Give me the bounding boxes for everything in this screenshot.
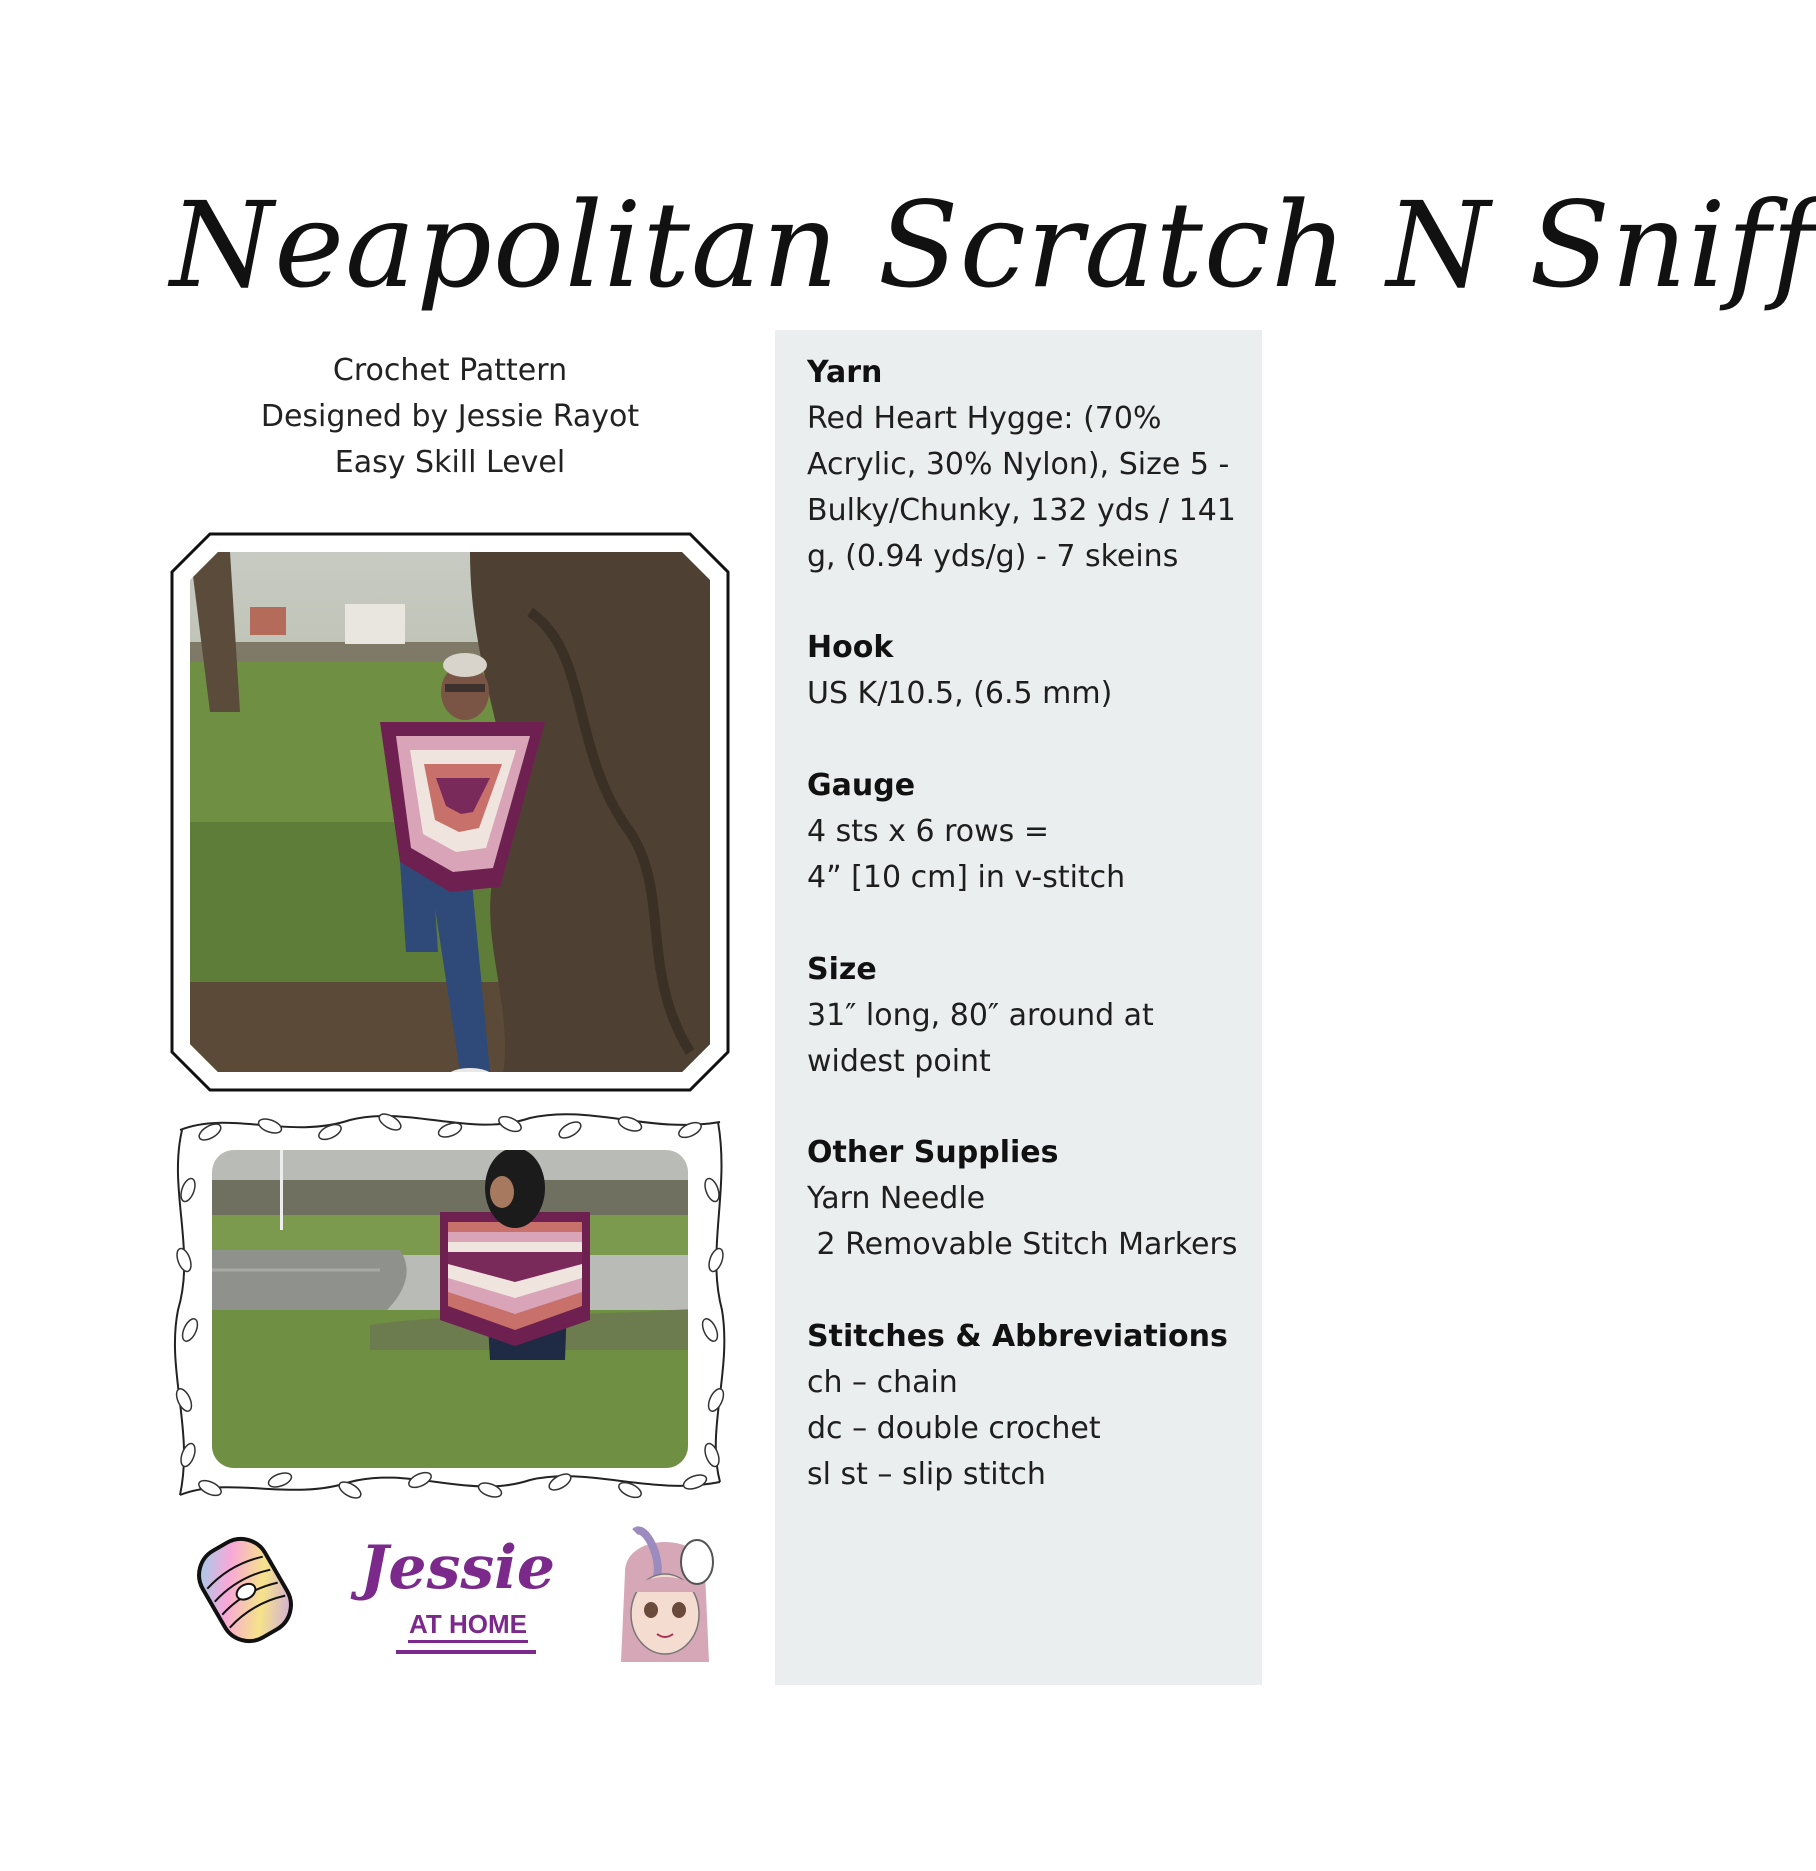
yarn-line: g, (0.94 yds/g) - 7 skeins bbox=[807, 539, 1179, 574]
supplies-heading: Other Supplies bbox=[807, 1135, 1059, 1170]
stitches-line: sl st – slip stitch bbox=[807, 1457, 1046, 1492]
size-line: 31″ long, 80″ around at bbox=[807, 998, 1154, 1033]
supplies-section bbox=[807, 1130, 1247, 1268]
size-section bbox=[807, 947, 1247, 1085]
yarn-section bbox=[807, 350, 1247, 580]
gauge-heading: Gauge bbox=[807, 768, 916, 803]
stitches-section bbox=[807, 1314, 1247, 1498]
gauge-line: 4 sts x 6 rows = bbox=[807, 814, 1049, 849]
knitting-needles-icon bbox=[396, 1650, 536, 1654]
yarn-ball-logo bbox=[195, 1530, 295, 1654]
size-heading: Size bbox=[807, 952, 877, 987]
stitches-line: ch – chain bbox=[807, 1365, 958, 1400]
materials-sidebar bbox=[775, 330, 1262, 1685]
pattern-title: Neapolitan Scratch N Sniff bbox=[170, 176, 1816, 314]
character-avatar-logo bbox=[605, 1522, 725, 1696]
yarn-line: Bulky/Chunky, 132 yds / 141 bbox=[807, 493, 1236, 528]
gauge-line: 4” [10 cm] in v-stitch bbox=[807, 860, 1126, 895]
hook-section bbox=[807, 625, 1247, 717]
model-photo-lake bbox=[170, 1110, 730, 1505]
hook-heading: Hook bbox=[807, 630, 894, 665]
brand-tagline: AT HOME bbox=[408, 1608, 528, 1643]
pattern-subtitle bbox=[230, 348, 670, 486]
yarn-ball-icon bbox=[195, 1530, 295, 1650]
yarn-line: Red Heart Hygge: (70% bbox=[807, 401, 1162, 436]
yarn-heading: Yarn bbox=[807, 355, 883, 390]
supplies-line: Yarn Needle bbox=[807, 1181, 986, 1216]
stitches-heading: Stitches & Abbreviations bbox=[807, 1319, 1228, 1354]
yarn-line: Acrylic, 30% Nylon), Size 5 - bbox=[807, 447, 1230, 482]
jessie-at-home-logo bbox=[360, 1530, 556, 1660]
model-photo-tree bbox=[170, 532, 730, 1092]
girl-portrait-icon bbox=[605, 1522, 725, 1692]
stitches-line: dc – double crochet bbox=[807, 1411, 1101, 1446]
skill-level: Easy Skill Level bbox=[334, 445, 566, 480]
pattern-type: Crochet Pattern bbox=[332, 353, 568, 388]
size-line: widest point bbox=[807, 1044, 991, 1079]
supplies-line: 2 Removable Stitch Markers bbox=[807, 1227, 1238, 1262]
designer-credit: Designed by Jessie Rayot bbox=[260, 399, 640, 434]
octagon-photo-frame bbox=[170, 532, 730, 1092]
leaf-photo-frame bbox=[170, 1110, 730, 1505]
brand-name: Jessie bbox=[360, 1533, 556, 1603]
hook-line: US K/10.5, (6.5 mm) bbox=[807, 676, 1113, 711]
gauge-section bbox=[807, 763, 1247, 901]
